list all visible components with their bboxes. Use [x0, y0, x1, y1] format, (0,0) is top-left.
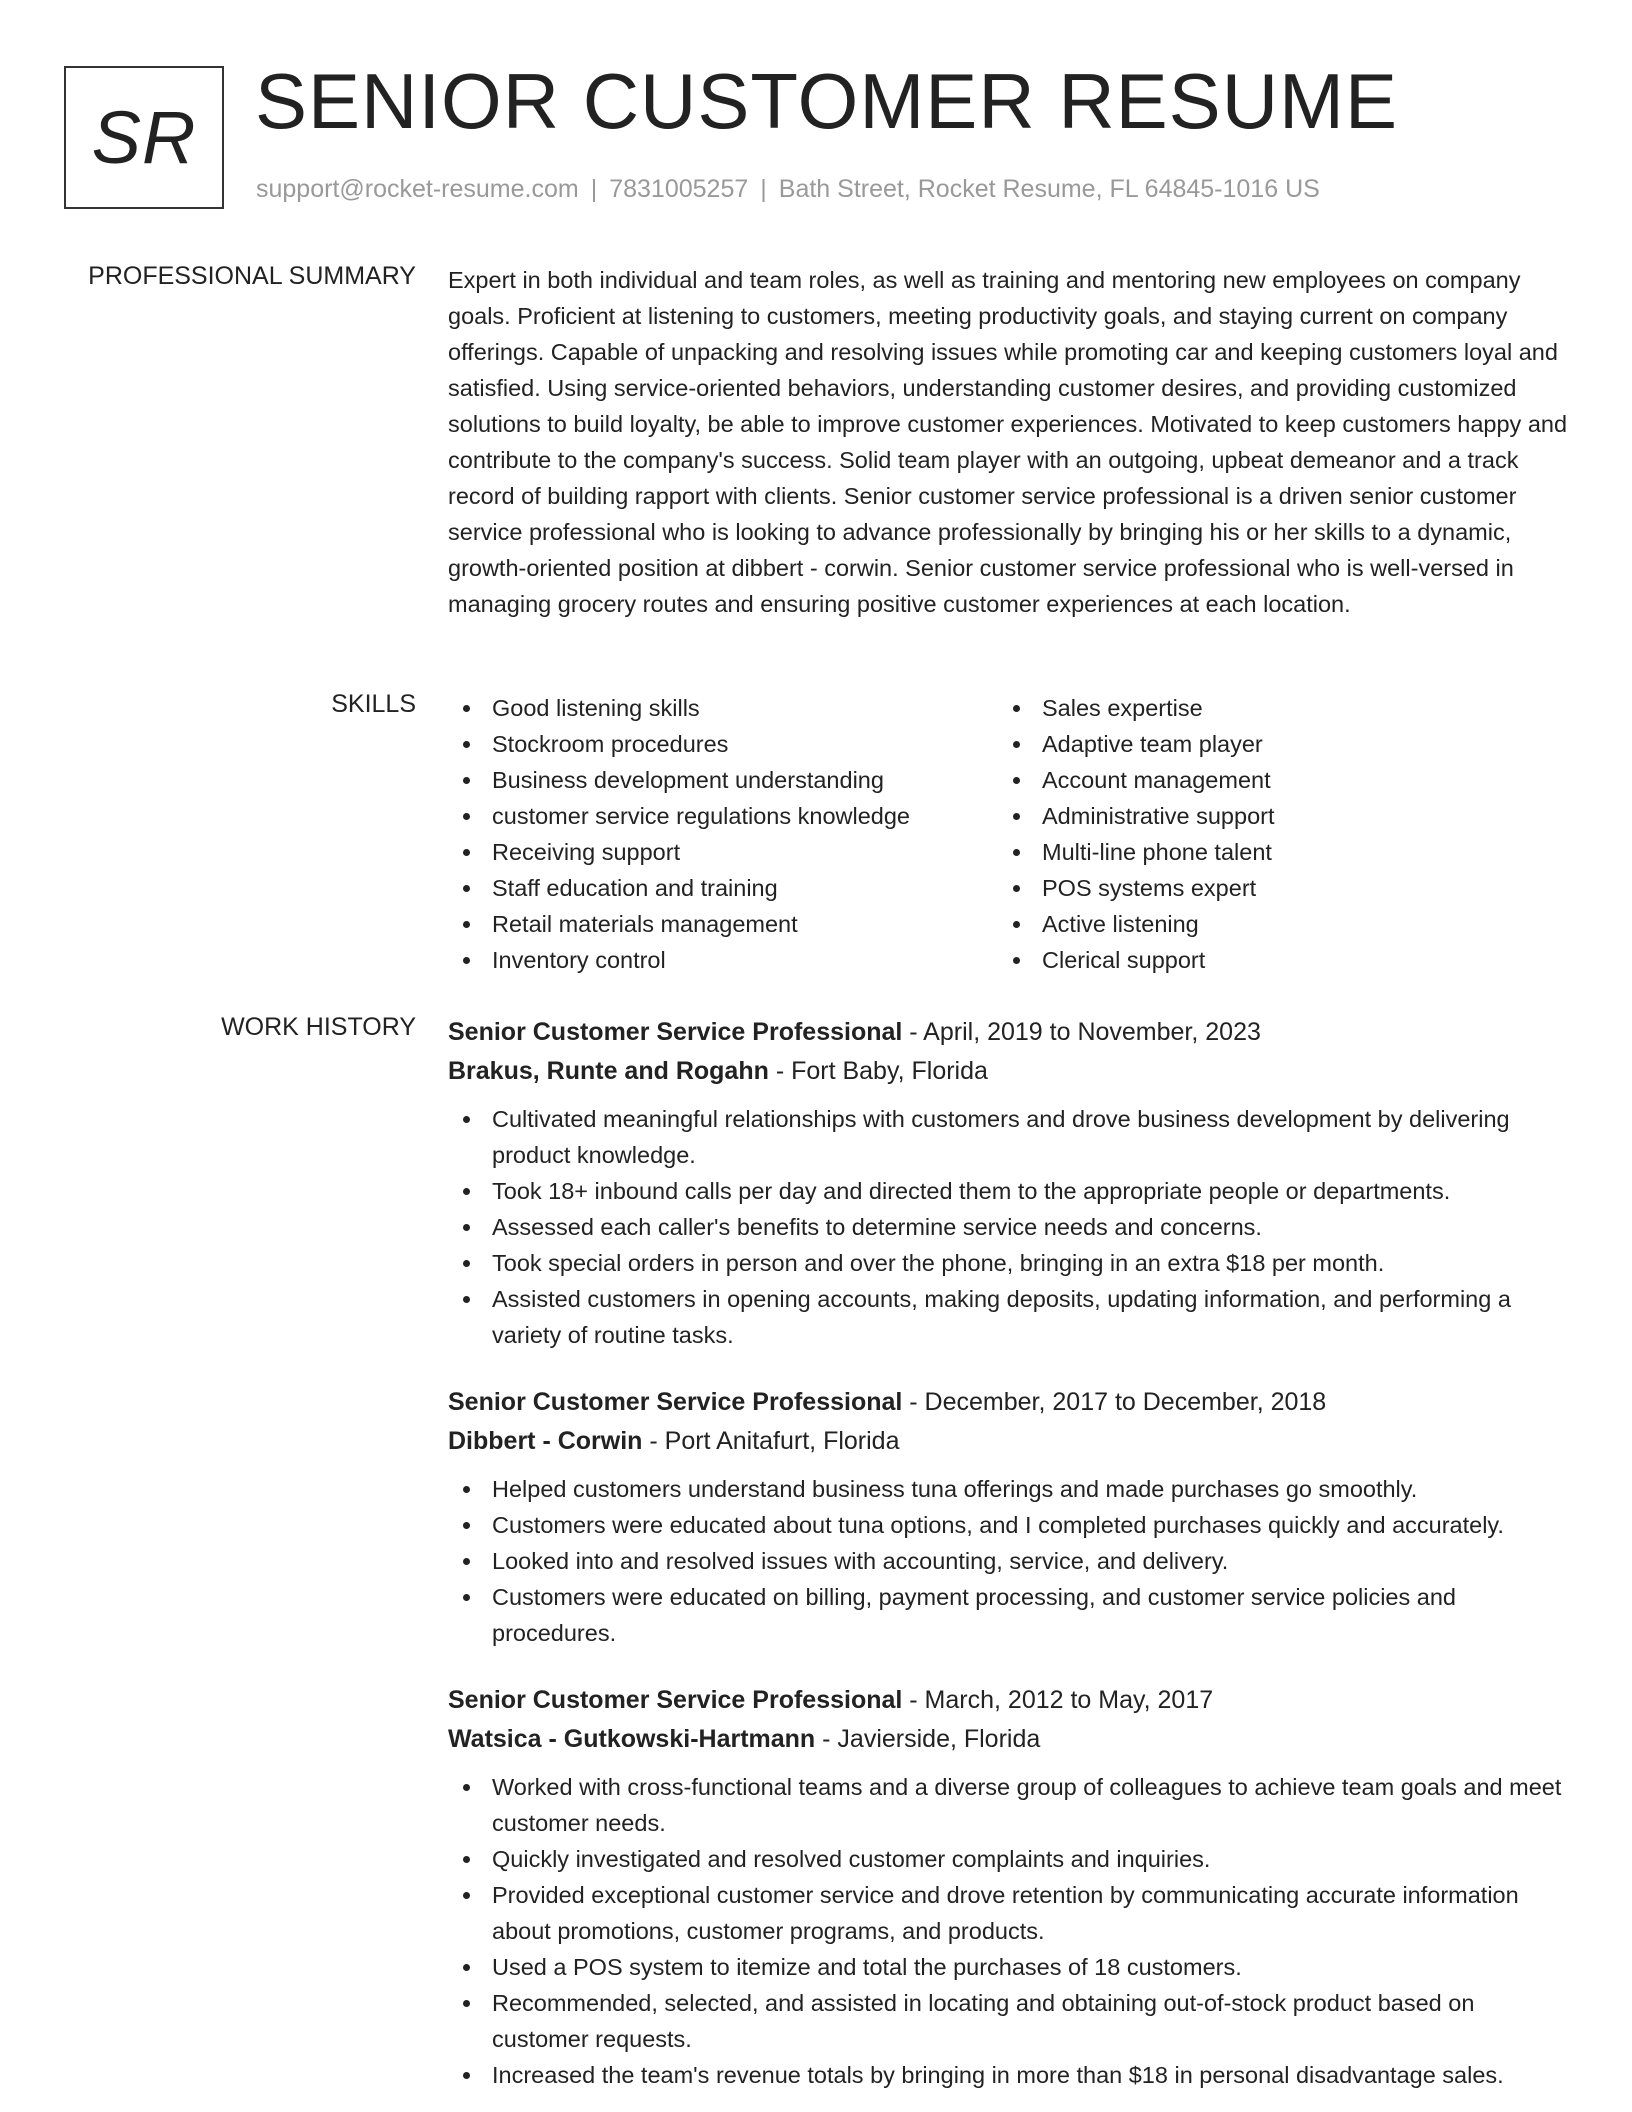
- job-dates: - March, 2012 to May, 2017: [902, 1686, 1214, 1714]
- skill-item: POS systems expert: [998, 870, 1548, 906]
- skill-item: Sales expertise: [998, 690, 1548, 726]
- skill-item: Staff education and training: [448, 870, 998, 906]
- job-bullet: Took 18+ inbound calls per day and directed them to the appropriate people or departments.: [448, 1173, 1568, 1209]
- skill-item: Administrative support: [998, 798, 1548, 834]
- skills-heading: SKILLS: [331, 690, 416, 718]
- job-location: - Port Anitafurt, Florida: [642, 1427, 900, 1455]
- job-title-line: [448, 1383, 1568, 1422]
- skill-item: Stockroom procedures: [448, 726, 998, 762]
- job-company: Dibbert - Corwin: [448, 1427, 643, 1455]
- contact-line: [256, 175, 1320, 204]
- job-bullets: [448, 1769, 1568, 2093]
- skill-item: Active listening: [998, 906, 1548, 942]
- job-location: - Javierside, Florida: [815, 1725, 1041, 1753]
- skill-item: Multi-line phone talent: [998, 834, 1548, 870]
- skills-columns: [448, 690, 1568, 978]
- job-bullet: Assessed each caller's benefits to determine service needs and concerns.: [448, 1209, 1568, 1245]
- job-bullet: Recommended, selected, and assisted in locating and obtaining out-of-stock product based on customer requests.: [448, 1985, 1568, 2057]
- summary-text: Expert in both individual and team roles, as well as training and mentoring new employees on company goals. Proficient at listening to customers, meeting productivity goals, and staying current on company offerings. Capable of unpacking and resolving issues while promoting car and keeping customers loyal and satisfied. Using service-oriented behaviors, understanding customer desires, and providing customized solutions to build loyalty, be able to improve customer experiences. Motivated to keep customers happy and contribute to the company's success. Solid team player with an outgoing, upbeat demeanor and a track record of building rapport with clients. Senior customer service professional is a driven senior customer service professional who is looking to advance professionally by bringing his or her skills to a dynamic, growth-oriented position at dibbert - corwin. Senior customer service professional who is well-versed in managing grocery routes and ensuring positive customer experiences at each location.: [448, 267, 1568, 617]
- job-company-line: [448, 1052, 1568, 1091]
- job-bullet: Helped customers understand business tuna offerings and made purchases go smoothly.: [448, 1471, 1568, 1507]
- job-entry: [448, 1681, 1568, 2093]
- job-company: Brakus, Runte and Rogahn: [448, 1057, 769, 1085]
- skill-item: Clerical support: [998, 942, 1548, 978]
- skill-item: Account management: [998, 762, 1548, 798]
- skill-item: Business development understanding: [448, 762, 998, 798]
- job-role: Senior Customer Service Professional: [448, 1388, 903, 1416]
- summary-heading: PROFESSIONAL SUMMARY: [88, 262, 416, 290]
- job-dates: - April, 2019 to November, 2023: [902, 1018, 1261, 1046]
- job-title-line: [448, 1681, 1568, 1720]
- separator: |: [590, 175, 598, 203]
- skill-item: customer service regulations knowledge: [448, 798, 998, 834]
- job-bullet: Worked with cross-functional teams and a diverse group of colleagues to achieve team goals and meet customer needs.: [448, 1769, 1568, 1841]
- skills-list-left: [448, 690, 998, 978]
- separator: |: [760, 175, 767, 203]
- job-bullet: Increased the team's revenue totals by bringing in more than $18 in personal disadvantage sales.: [448, 2057, 1568, 2093]
- job-bullet: Cultivated meaningful relationships with customers and drove business development by delivering product knowledge.: [448, 1101, 1568, 1173]
- work-history-heading: WORK HISTORY: [221, 1013, 416, 1041]
- job-title-line: [448, 1013, 1568, 1052]
- job-entry: [448, 1383, 1568, 1651]
- skill-item: Retail materials management: [448, 906, 998, 942]
- job-company-line: [448, 1422, 1568, 1461]
- resume-title: SENIOR CUSTOMER RESUME: [255, 57, 1399, 145]
- job-role: Senior Customer Service Professional: [448, 1686, 903, 1714]
- job-bullet: Used a POS system to itemize and total the purchases of 18 customers.: [448, 1949, 1568, 1985]
- job-bullets: [448, 1471, 1568, 1651]
- job-bullet: Provided exceptional customer service and drove retention by communicating accurate information about promotions, customer programs, and products.: [448, 1877, 1568, 1949]
- job-bullet: Quickly investigated and resolved customer complaints and inquiries.: [448, 1841, 1568, 1877]
- job-location: - Fort Baby, Florida: [768, 1057, 988, 1085]
- contact-address: Bath Street, Rocket Resume, FL 64845-1016 US: [778, 175, 1320, 203]
- contact-email: support@rocket-resume.com: [256, 175, 579, 203]
- job-bullet: Assisted customers in opening accounts, making deposits, updating information, and performing a variety of routine tasks.: [448, 1281, 1568, 1353]
- skill-item: Adaptive team player: [998, 726, 1548, 762]
- job-bullet: Customers were educated about tuna options, and I completed purchases quickly and accurately.: [448, 1507, 1568, 1543]
- job-bullet: Looked into and resolved issues with accounting, service, and delivery.: [448, 1543, 1568, 1579]
- skill-item: Good listening skills: [448, 690, 998, 726]
- initials: SR: [91, 96, 197, 179]
- job-bullet: Customers were educated on billing, payment processing, and customer service policies and procedures.: [448, 1579, 1568, 1651]
- job-dates: - December, 2017 to December, 2018: [902, 1388, 1327, 1416]
- job-company-line: [448, 1720, 1568, 1759]
- skill-item: Inventory control: [448, 942, 998, 978]
- skills-list-right: [998, 690, 1548, 978]
- job-company: Watsica - Gutkowski-Hartmann: [448, 1725, 816, 1753]
- jobs-list: [448, 1013, 1568, 2112]
- job-bullet: Took special orders in person and over the phone, bringing in an extra $18 per month.: [448, 1245, 1568, 1281]
- monogram-box: [64, 66, 224, 209]
- skill-item: Receiving support: [448, 834, 998, 870]
- contact-phone: 7831005257: [609, 175, 749, 203]
- job-bullets: [448, 1101, 1568, 1353]
- job-entry: [448, 1013, 1568, 1353]
- job-role: Senior Customer Service Professional: [448, 1018, 903, 1046]
